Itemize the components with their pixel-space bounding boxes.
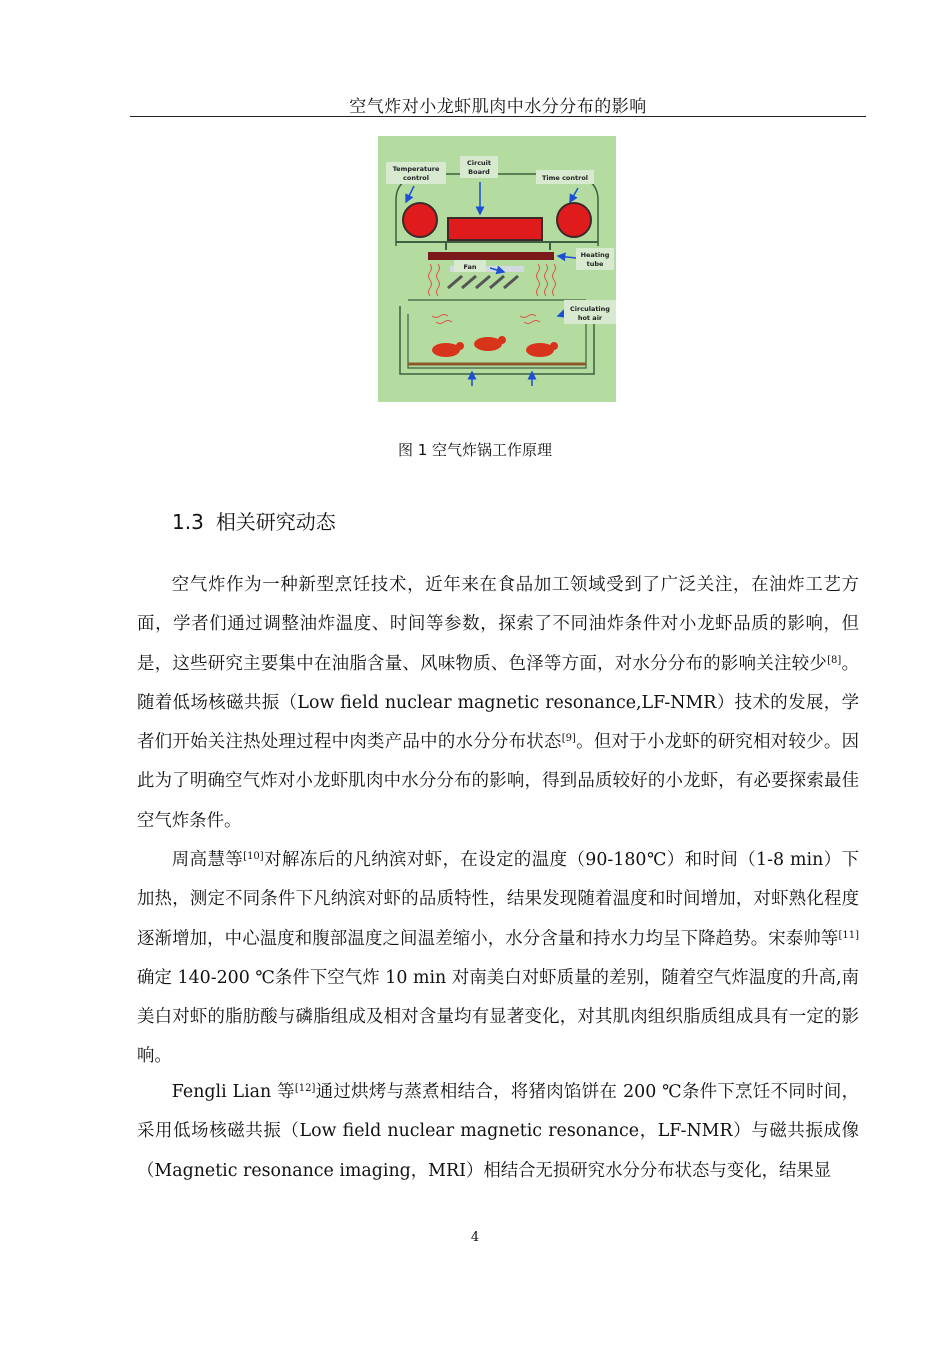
label-heating-tube-line1: Heating [580, 251, 610, 259]
air-fryer-diagram [378, 136, 616, 402]
paragraph-3 [137, 1073, 859, 1191]
running-header: 空气炸对小龙虾肌肉中水分分布的影响 [349, 97, 647, 117]
figure-caption-text: 空气炸锅工作原理 [432, 441, 553, 459]
paragraph-3-text-1: Fengli Lian 等 [171, 1082, 295, 1102]
figure-caption [0, 439, 950, 460]
paragraph-2-text-2: 对解冻后的凡纳滨对虾，在设定的温度（90-180℃）和时间（1-8 min）下加热，测定不同条件下凡纳滨对虾的品质特性，结果发现随着温度和时间增加，对虾熟化程度逐渐增加，中心温度和腹部温度之间温差缩小，水分含量和持水力均呈下降趋势。宋泰帅等 [137, 850, 859, 949]
section-title: 相关研究动态 [215, 510, 336, 534]
paragraph-2-text-3: 确定 140-200 ℃条件下空气炸 10 min 对南美白对虾质量的差别，随着空气炸温度的升高,南美白对虾的脂肪酸与磷脂组成及相对含量均有显著变化，对其肌肉组织脂质组成具有一定的影响。 [137, 967, 859, 1067]
section-number: 1.3 [172, 510, 204, 534]
label-circulating-hot-air-line2: hot air [577, 314, 603, 322]
circuit-board [448, 218, 542, 240]
paragraph-1-text-3: 。但对于小龙虾的研究相对较少。因此为了明确空气炸对小龙虾肌肉中水分分布的影响，得到品质较好的小龙虾，有必要探索最佳空气炸条件。 [137, 732, 859, 831]
label-heating-tube-line2: tube [586, 260, 604, 268]
label-fan: Fan [463, 263, 477, 271]
paragraph-3-text-2: 通过烘烤与蒸煮相结合，将猪肉馅饼在 200 ℃条件下烹饪不同时间，采用低场核磁共振（Low field nuclear magnetic resonance，LF-NMR）与磁共振成像（Magnetic resonance imaging，MRI）相结合无损研究水分分布状态与变化，结果显 [137, 1082, 859, 1181]
citation-9: [9] [561, 733, 576, 745]
paragraph-1-text-2: 。随着低场核磁共振（Low field nuclear magnetic resonance,LF-NMR）技术的发展，学者们开始关注热处理过程中肉类产品中的水分分布状态 [137, 653, 859, 753]
citation-12: [12] [294, 1083, 316, 1094]
paragraph-2-text-1: 周高慧等 [171, 850, 244, 870]
label-circuit-board-line2: Board [468, 168, 490, 176]
citation-11: [11] [838, 929, 859, 941]
time-knob [557, 203, 591, 237]
paragraph-1 [137, 566, 859, 841]
paragraph-2 [137, 841, 859, 1077]
label-time-control: Time control [541, 174, 589, 182]
paragraph-1-text-1: 空气炸作为一种新型烹饪技术，近年来在食品加工领域受到了广泛关注，在油炸工艺方面，学者们通过调整油炸温度、时间等参数，探索了不同油炸条件对小龙虾品质的影响，但是，这些研究主要集中在油脂含量、风味物质、色泽等方面，对水分分布的影响关注较少 [137, 575, 859, 674]
section-heading [172, 506, 336, 535]
figure-caption-label: 图 1 [397, 441, 428, 459]
label-temperature-control-line2: control [403, 174, 429, 182]
citation-8: [8] [827, 654, 842, 666]
label-circuit-board-line1: Circuit [466, 159, 492, 167]
header-rule [130, 116, 866, 117]
page-number: 4 [470, 1230, 480, 1245]
heating-tube [428, 252, 554, 260]
temperature-knob [403, 203, 437, 237]
citation-10: [10] [243, 851, 264, 862]
label-temperature-control-line1: Temperature [392, 165, 440, 173]
label-circulating-hot-air-line1: Circulating [570, 305, 610, 313]
